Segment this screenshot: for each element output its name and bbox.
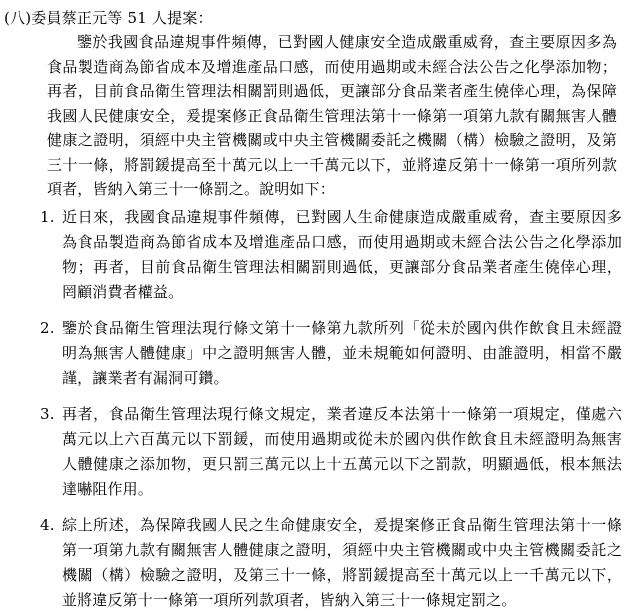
explanation-item bbox=[40, 513, 622, 613]
item-number: 1. bbox=[40, 208, 55, 226]
proposal-intro-paragraph: 鑒於我國食品違規事件頻傳，已對國人健康安全造成嚴重威脅，查主要原因多為食品製造商為節省成本及增進產品口感，而使用過期或未經合法公告之化學添加物；再者，目前食品衛生管理法相關罰則過低，更讓部分食品業者產生僥倖心理，為保障我國人民健康安全，爰提案修正食品衛生管理法第十一條第一項第九款有關無害人體健康之證明，須經中央主管機關或中央主管機關委託之機關（構）檢驗之證明，及第三十一條，將罰鍰提高至十萬元以上一千萬元以下，並將違反第十一條第一項所列款項者，皆納入第三十一條罰之。說明如下： bbox=[47, 33, 617, 198]
item-number: 2. bbox=[40, 319, 55, 337]
item-number: 3. bbox=[40, 405, 55, 423]
explanation-item bbox=[40, 402, 622, 502]
proposal-heading: (八)委員蔡正元等 51 人提案： bbox=[4, 9, 213, 27]
explanation-list bbox=[40, 205, 622, 613]
item-text: 綜上所述，為保障我國人民之生命健康安全，爰提案修正食品衛生管理法第十一條第一項第九款有關無害人體健康之證明，須經中央主管機關或中央主管機關委託之機關（構）檢驗之證明，及第三十一條，將罰鍰提高至十萬元以上一千萬元以下，並將違反第十一條第一項所列款項者，皆納入第三十一條規定罰之。 bbox=[62, 516, 622, 609]
item-text: 再者，食品衛生管理法現行條文規定，業者違反本法第十一條第一項規定，僅處六萬元以上六百萬元以下罰鍰，而使用過期或從未於國內供作飲食且未經證明為無害人體健康之添加物，更只罰三萬元以上十五萬元以下之罰款，明顯過低，根本無法達嚇阻作用。 bbox=[62, 405, 622, 498]
item-number: 4. bbox=[40, 516, 55, 534]
explanation-item bbox=[40, 316, 622, 391]
explanation-item bbox=[40, 205, 622, 305]
item-text: 鑒於食品衛生管理法現行條文第十一條第九款所列「從未於國內供作飲食且未經證明為無害人體健康」中之證明無害人體，並未規範如何證明、由誰證明，相當不嚴謹，讓業者有漏洞可鑽。 bbox=[62, 319, 622, 387]
item-text: 近日來，我國食品違規事件頻傳，已對國人生命健康造成嚴重威脅，查主要原因多為食品製造商為節省成本及增進產品口感，而使用過期或未經合法公告之化學添加物；再者，目前食品衛生管理法相關罰則過低，更讓部分食品業者產生僥倖心理，罔顧消費者權益。 bbox=[62, 208, 622, 301]
